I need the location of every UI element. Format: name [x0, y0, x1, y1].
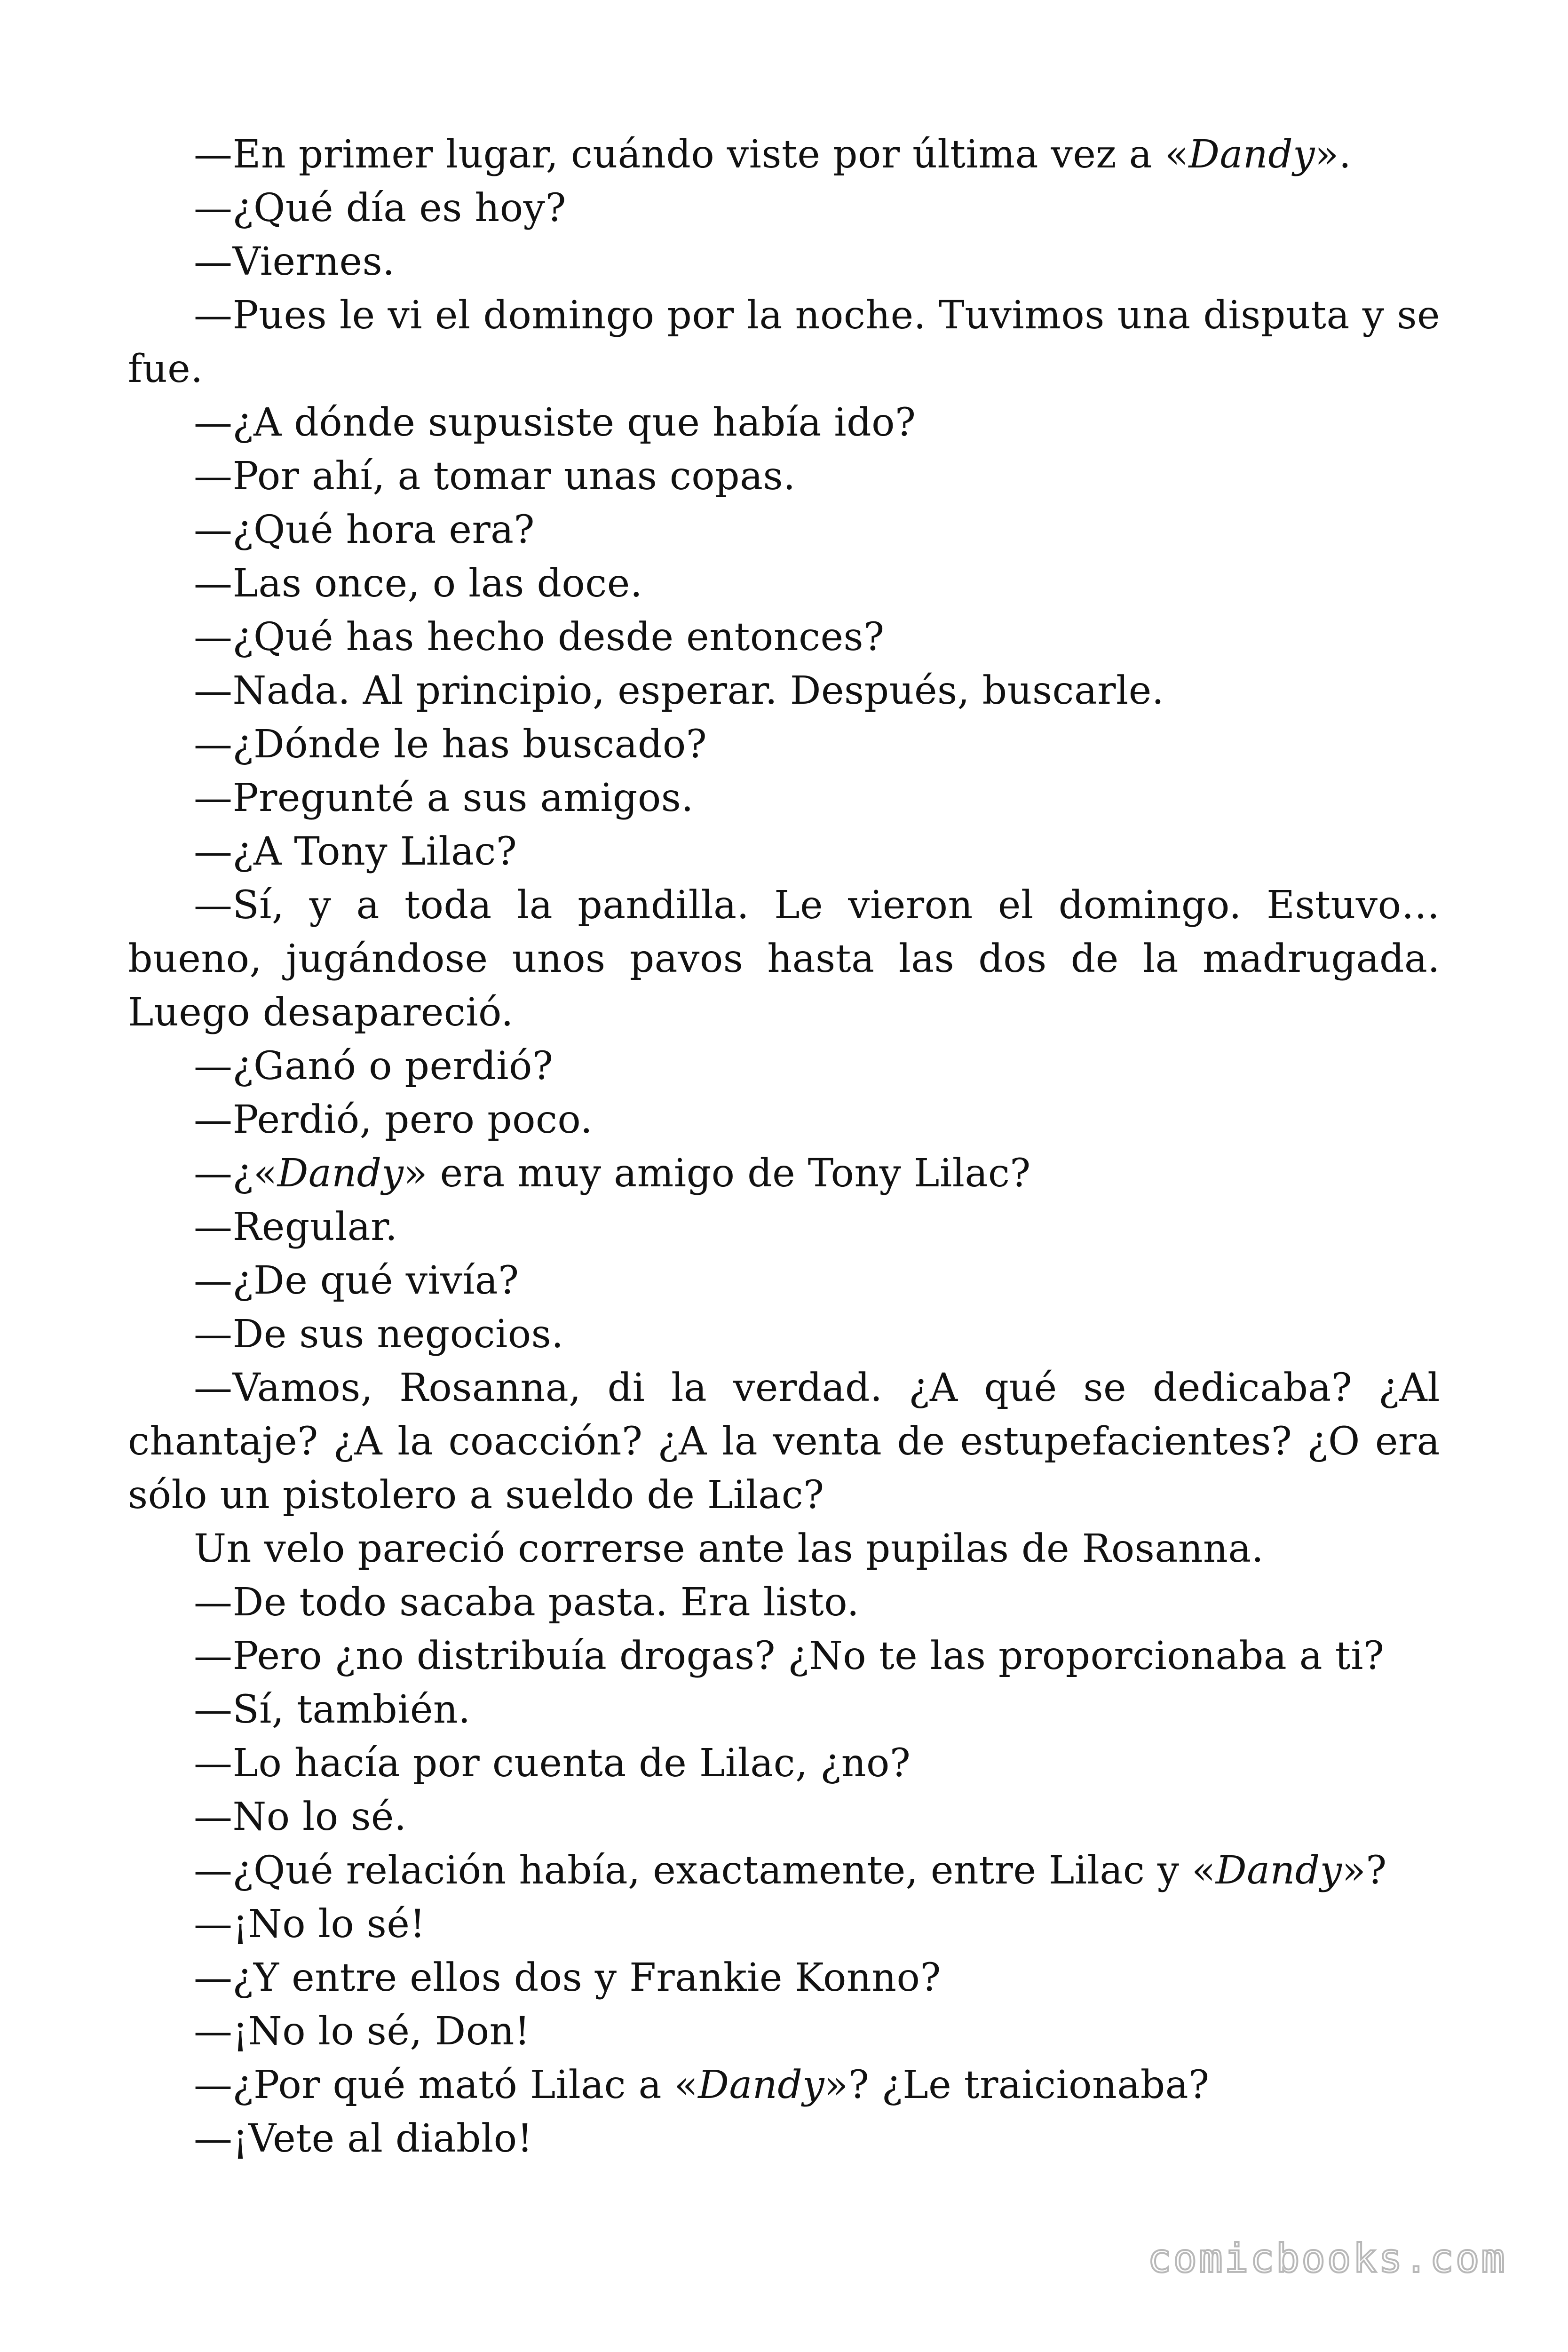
paragraph	[128, 450, 1440, 503]
paragraph	[128, 396, 1440, 450]
text-segment: —Pues le vi el domingo por la noche. Tuvimos una disputa y se fue.	[128, 293, 1440, 391]
text-segment: —¡No lo sé!	[194, 1902, 426, 1947]
paragraph	[128, 718, 1440, 771]
text-segment: —¿Qué has hecho desde entonces?	[194, 615, 885, 660]
paragraph	[128, 611, 1440, 664]
paragraph	[128, 1683, 1440, 1737]
paragraph	[128, 182, 1440, 235]
text-segment: —¿Dónde le has buscado?	[194, 722, 707, 767]
text-segment: »?	[1342, 1848, 1387, 1893]
text-segment: —No lo sé.	[194, 1795, 407, 1839]
text-segment: —¿A Tony Lilac?	[194, 829, 517, 874]
text-segment: —¿Ganó o perdió?	[194, 1044, 554, 1089]
text-segment: —Vamos, Rosanna, di la verdad. ¿A qué se dedicaba? ¿Al chantaje? ¿A la coacción? ¿A la venta de estupefacientes? ¿O era sólo un pistolero a sueldo de Lilac?	[128, 1366, 1440, 1518]
text-segment: —¿Qué hora era?	[194, 508, 535, 552]
text-segment: —Nada. Al principio, esperar. Después, buscarle.	[194, 668, 1164, 713]
text-segment: —¿Y entre ellos dos y Frankie Konno?	[194, 1955, 941, 2000]
paragraph	[128, 2112, 1440, 2166]
paragraph	[128, 1254, 1440, 1308]
text-segment: —¡No lo sé, Don!	[194, 2009, 531, 2054]
paragraph	[128, 664, 1440, 718]
paragraph	[128, 771, 1440, 825]
text-segment: —Pero ¿no distribuía drogas? ¿No te las proporcionaba a ti?	[194, 1634, 1385, 1678]
paragraph	[128, 1629, 1440, 1683]
paragraph	[128, 503, 1440, 557]
paragraph	[128, 289, 1440, 396]
italic-text: Dandy	[1188, 132, 1315, 177]
paragraph	[128, 1093, 1440, 1147]
text-segment: —Pregunté a sus amigos.	[194, 776, 694, 820]
text-segment: —Viernes.	[194, 239, 395, 284]
paragraph	[128, 128, 1440, 182]
text-segment: —Lo hacía por cuenta de Lilac, ¿no?	[194, 1741, 911, 1786]
text-segment: —Las once, o las doce.	[194, 561, 643, 606]
paragraph	[128, 1790, 1440, 1844]
paragraph	[128, 1200, 1440, 1254]
text-segment: —¿Qué relación había, exactamente, entre Lilac y «	[194, 1848, 1216, 1893]
text-segment: —¿Qué día es hoy?	[194, 186, 566, 230]
italic-text: Dandy	[277, 1151, 404, 1196]
paragraph	[128, 2005, 1440, 2058]
paragraph	[128, 825, 1440, 879]
paragraph	[128, 1522, 1440, 1576]
paragraph	[128, 1361, 1440, 1522]
text-segment: —Regular.	[194, 1205, 398, 1249]
text-segment: —Sí, y a toda la pandilla. Le vieron el domingo. Estuvo… bueno, jugándose unos pavos hasta las dos de la madrugada. Luego desapareció.	[128, 883, 1440, 1035]
text-segment: Un velo pareció correrse ante las pupilas de Rosanna.	[194, 1526, 1264, 1571]
page-text	[128, 128, 1440, 2166]
text-segment: —Perdió, pero poco.	[194, 1097, 593, 1142]
text-segment: —¿A dónde supusiste que había ido?	[194, 400, 916, 445]
paragraph	[128, 1147, 1440, 1200]
paragraph	[128, 879, 1440, 1040]
watermark: comicbooks.com	[1147, 2235, 1507, 2281]
text-segment: —¿De qué vivía?	[194, 1258, 519, 1303]
text-segment: —En primer lugar, cuándo viste por última vez a «	[194, 132, 1189, 177]
text-segment: —De sus negocios.	[194, 1312, 564, 1357]
paragraph	[128, 1040, 1440, 1093]
text-segment: —¡Vete al diablo!	[194, 2116, 533, 2161]
paragraph	[128, 1898, 1440, 1951]
text-segment: —Sí, también.	[194, 1687, 471, 1732]
paragraph	[128, 235, 1440, 289]
paragraph	[128, 1844, 1440, 1898]
italic-text: Dandy	[698, 2063, 825, 2107]
paragraph	[128, 2058, 1440, 2112]
text-segment: —De todo sacaba pasta. Era listo.	[194, 1580, 860, 1625]
paragraph	[128, 1737, 1440, 1790]
text-segment: » era muy amigo de Tony Lilac?	[404, 1151, 1031, 1196]
text-segment: —¿Por qué mató Lilac a «	[194, 2063, 698, 2107]
text-segment: »? ¿Le traicionaba?	[824, 2063, 1210, 2107]
paragraph	[128, 1308, 1440, 1361]
paragraph	[128, 1951, 1440, 2005]
text-segment: —Por ahí, a tomar unas copas.	[194, 454, 796, 499]
paragraph	[128, 1576, 1440, 1629]
paragraph	[128, 557, 1440, 611]
italic-text: Dandy	[1215, 1848, 1342, 1893]
text-segment: —¿«	[194, 1151, 277, 1196]
text-segment: ».	[1315, 132, 1352, 177]
